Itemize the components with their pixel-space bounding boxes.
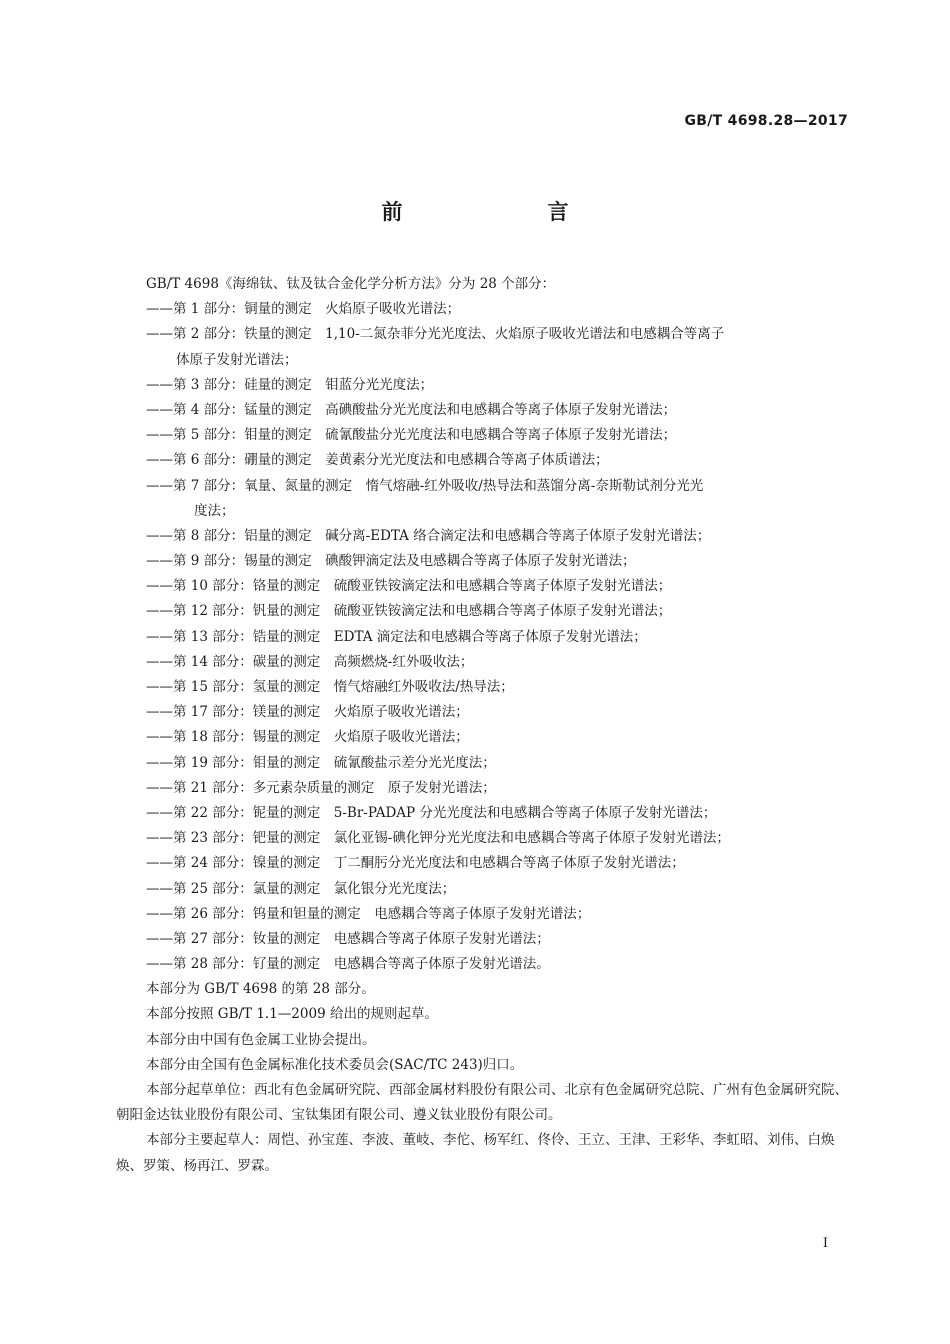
drafting-units-paragraph: 本部分起草单位：西北有色金属研究院、西部金属材料股份有限公司、北京有色金属研究总院、广州有色金属研究院、朝阳金达钛业股份有限公司、宝钛集团有限公司、遵义钛业股份有限公司。 <box>116 1082 848 1124</box>
list-item: ——第 6 部分：硼量的测定 姜黄素分光光度法和电感耦合等离子体质谱法； <box>146 452 609 469</box>
foreword-body <box>116 272 856 1179</box>
list-item: ——第 24 部分：镍量的测定 丁二酮肟分光光度法和电感耦合等离子体原子发射光谱法； <box>146 855 685 872</box>
statement-line: 本部分由全国有色金属标准化技术委员会(SAC/TC 243)归口。 <box>146 1056 524 1073</box>
list-item: ——第 23 部分：钯量的测定 氯化亚锡-碘化钾分光光度法和电感耦合等离子体原子发射光谱法； <box>146 830 730 847</box>
list-item: ——第 4 部分：锰量的测定 高碘酸盐分光光度法和电感耦合等离子体原子发射光谱法； <box>146 401 677 418</box>
list-item: ——第 8 部分：铝量的测定 碱分离-EDTA 络合滴定法和电感耦合等离子体原子发射光谱法； <box>146 527 711 544</box>
page-number: I <box>822 1236 828 1251</box>
standard-number: GB/T 4698.28—2017 <box>684 113 848 129</box>
list-item: ——第 17 部分：镁量的测定 火焰原子吸收光谱法； <box>146 704 469 721</box>
list-item: ——第 21 部分：多元素杂质量的测定 原子发射光谱法； <box>146 779 496 796</box>
list-item: ——第 1 部分：铜量的测定 火焰原子吸收光谱法； <box>146 301 461 318</box>
list-item: ——第 5 部分：钼量的测定 硫氰酸盐分光光度法和电感耦合等离子体原子发射光谱法； <box>146 427 677 444</box>
statement-line: 本部分由中国有色金属工业协会提出。 <box>146 1031 376 1048</box>
list-item: ——第 27 部分：钕量的测定 电感耦合等离子体原子发射光谱法； <box>146 930 550 947</box>
list-item: ——第 3 部分：硅量的测定 钼蓝分光光度法； <box>146 376 434 393</box>
list-item: ——第 15 部分：氢量的测定 惰气熔融红外吸收法/热导法； <box>146 679 514 695</box>
list-item: ——第 14 部分：碳量的测定 高频燃烧-红外吸收法； <box>146 653 474 670</box>
intro-line: GB/T 4698《海绵钛、钛及钛合金化学分析方法》分为 28 个部分： <box>146 276 556 292</box>
statement-line: 本部分为 GB/T 4698 的第 28 部分。 <box>146 981 375 998</box>
list-item: ——第 10 部分：铬量的测定 硫酸亚铁铵滴定法和电感耦合等离子体原子发射光谱法； <box>146 578 672 595</box>
list-item: ——第 25 部分：氯量的测定 氯化银分光光度法； <box>146 880 456 897</box>
page-title: 前 言 <box>381 200 631 224</box>
list-item: ——第 7 部分：氧量、氮量的测定 惰气熔融-红外吸收/热导法和蒸馏分离-奈斯勒试剂分光光 <box>146 477 704 494</box>
list-item: ——第 26 部分：钨量和钽量的测定 电感耦合等离子体原子发射光谱法； <box>146 905 591 922</box>
list-item: ——第 28 部分：钌量的测定 电感耦合等离子体原子发射光谱法。 <box>146 956 550 973</box>
list-item: ——第 19 部分：钼量的测定 硫氰酸盐示差分光光度法； <box>146 754 496 771</box>
list-item-continuation: 体原子发射光谱法； <box>176 351 298 368</box>
list-item: ——第 12 部分：钒量的测定 硫酸亚铁铵滴定法和电感耦合等离子体原子发射光谱法； <box>146 603 672 620</box>
list-item: ——第 9 部分：锡量的测定 碘酸钾滴定法及电感耦合等离子体原子发射光谱法； <box>146 553 636 570</box>
list-item: ——第 22 部分：铌量的测定 5-Br-PADAP 分光光度法和电感耦合等离子体原子发射光谱法； <box>146 804 717 821</box>
list-item: ——第 18 部分：锡量的测定 火焰原子吸收光谱法； <box>146 729 469 746</box>
list-item: ——第 13 部分：锆量的测定 EDTA 滴定法和电感耦合等离子体原子发射光谱法； <box>146 628 647 645</box>
drafters-paragraph: 本部分主要起草人：周恺、孙宝莲、李波、董岐、李佗、杨军红、佟伶、王立、王津、王彩华、李虹昭、刘伟、白焕焕、罗策、杨再江、罗霖。 <box>116 1132 835 1174</box>
statement-line: 本部分按照 GB/T 1.1—2009 给出的规则起草。 <box>146 1006 438 1023</box>
list-item-continuation: 度法； <box>194 502 235 519</box>
list-item: ——第 2 部分：铁量的测定 1,10-二氮杂菲分光光度法、火焰原子吸收光谱法和电感耦合等离子 <box>146 326 725 343</box>
